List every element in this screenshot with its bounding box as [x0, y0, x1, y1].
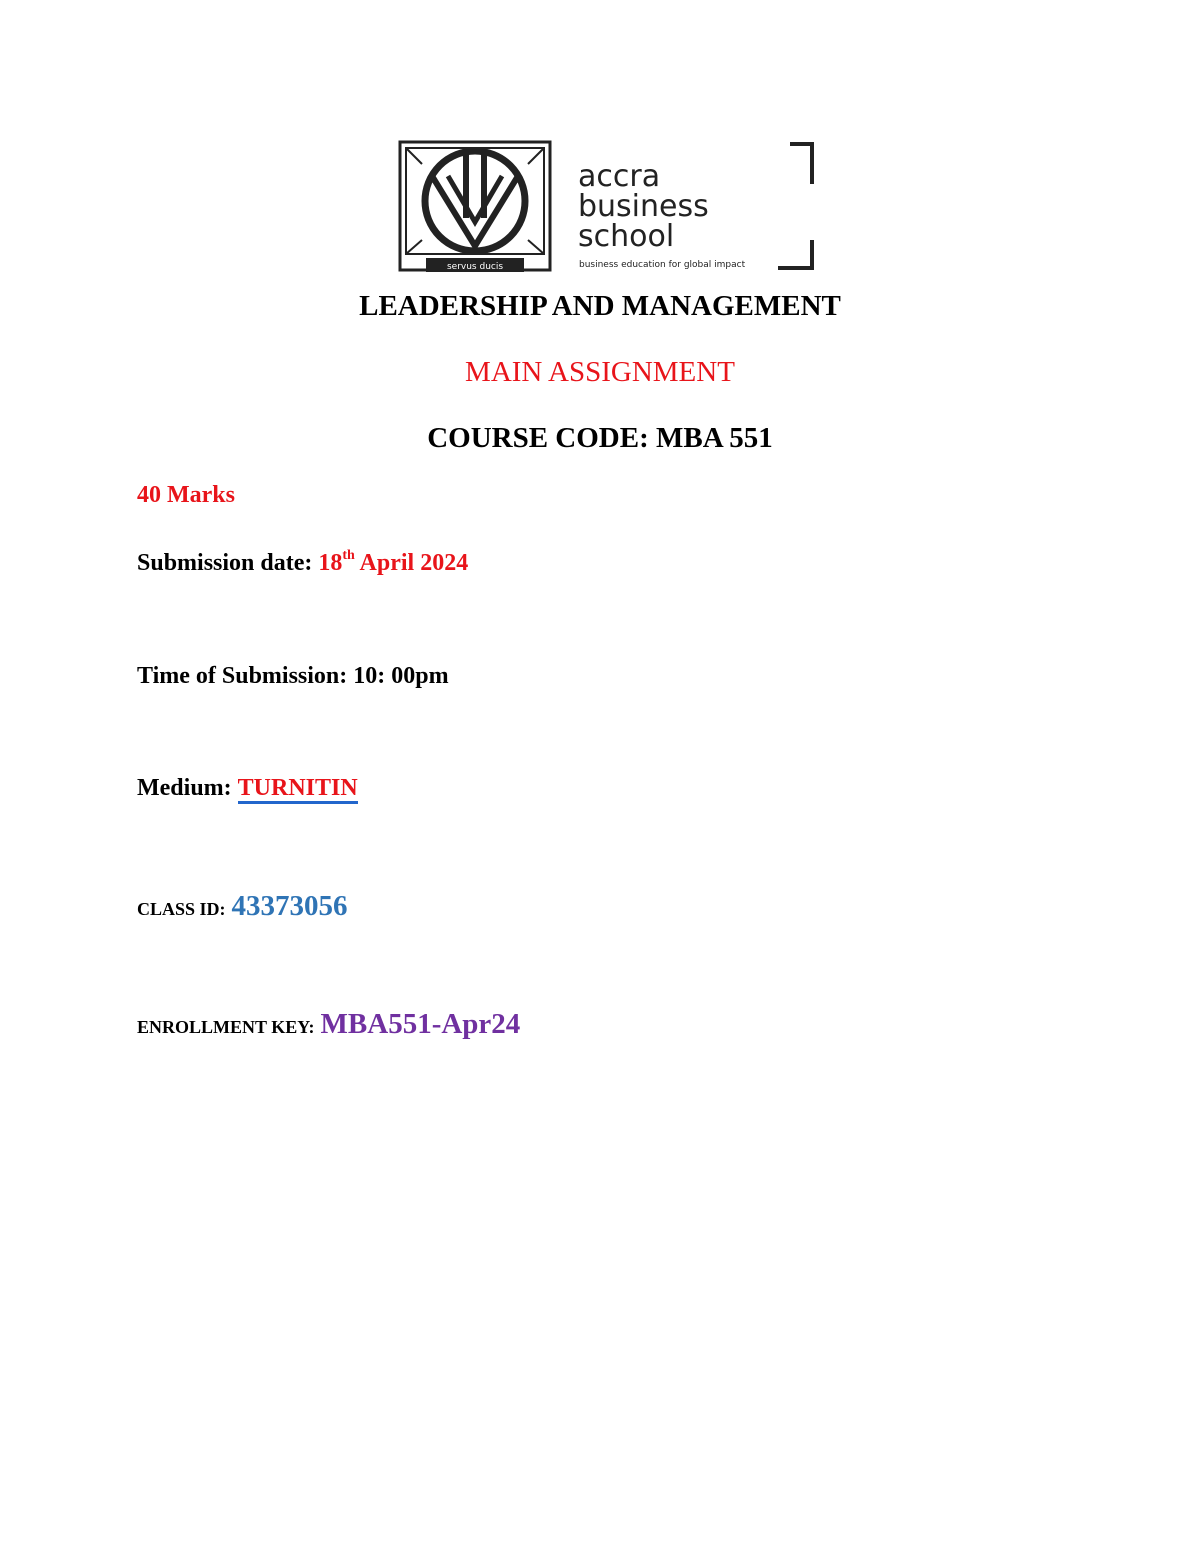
course-code: COURSE CODE: MBA 551 — [427, 422, 773, 454]
logo-name-line3: school — [578, 219, 675, 254]
submission-date-suffix: th — [342, 548, 355, 563]
enrollment-key-label: ENROLLMENT KEY: — [137, 1017, 315, 1037]
submission-date-value — [318, 550, 468, 576]
class-id-value: 43373056 — [231, 890, 348, 922]
logo-tagline: business education for global impact — [579, 260, 746, 270]
medium-label: Medium: — [137, 775, 232, 801]
enrollment-key-line — [137, 1008, 520, 1041]
submission-date-line — [137, 550, 468, 577]
medium-line — [137, 775, 358, 804]
document-title: LEADERSHIP AND MANAGEMENT — [359, 290, 841, 322]
class-id-label: CLASS ID: — [137, 899, 226, 919]
submission-time-line — [137, 663, 449, 690]
enrollment-key-value: MBA551-Apr24 — [320, 1008, 521, 1040]
logo-bracket — [778, 144, 812, 268]
logo-motto: servus ducis — [446, 262, 504, 272]
assignment-heading: MAIN ASSIGNMENT — [465, 356, 735, 388]
submission-date-label: Submission date: — [137, 550, 313, 576]
logo-name-line1: accra — [578, 159, 661, 194]
medium-value-link[interactable]: TURNITIN — [238, 776, 358, 804]
submission-time-value: 10: 00pm — [353, 663, 449, 689]
class-id-line — [137, 890, 348, 923]
marks: 40 Marks — [137, 482, 235, 508]
logo-emblem — [400, 142, 550, 272]
submission-date-day: 18 — [318, 550, 343, 576]
submission-date-rest: April 2024 — [359, 550, 469, 576]
school-logo — [398, 140, 816, 274]
submission-time-label: Time of Submission: — [137, 663, 348, 689]
logo-name-line2: business — [578, 189, 709, 224]
